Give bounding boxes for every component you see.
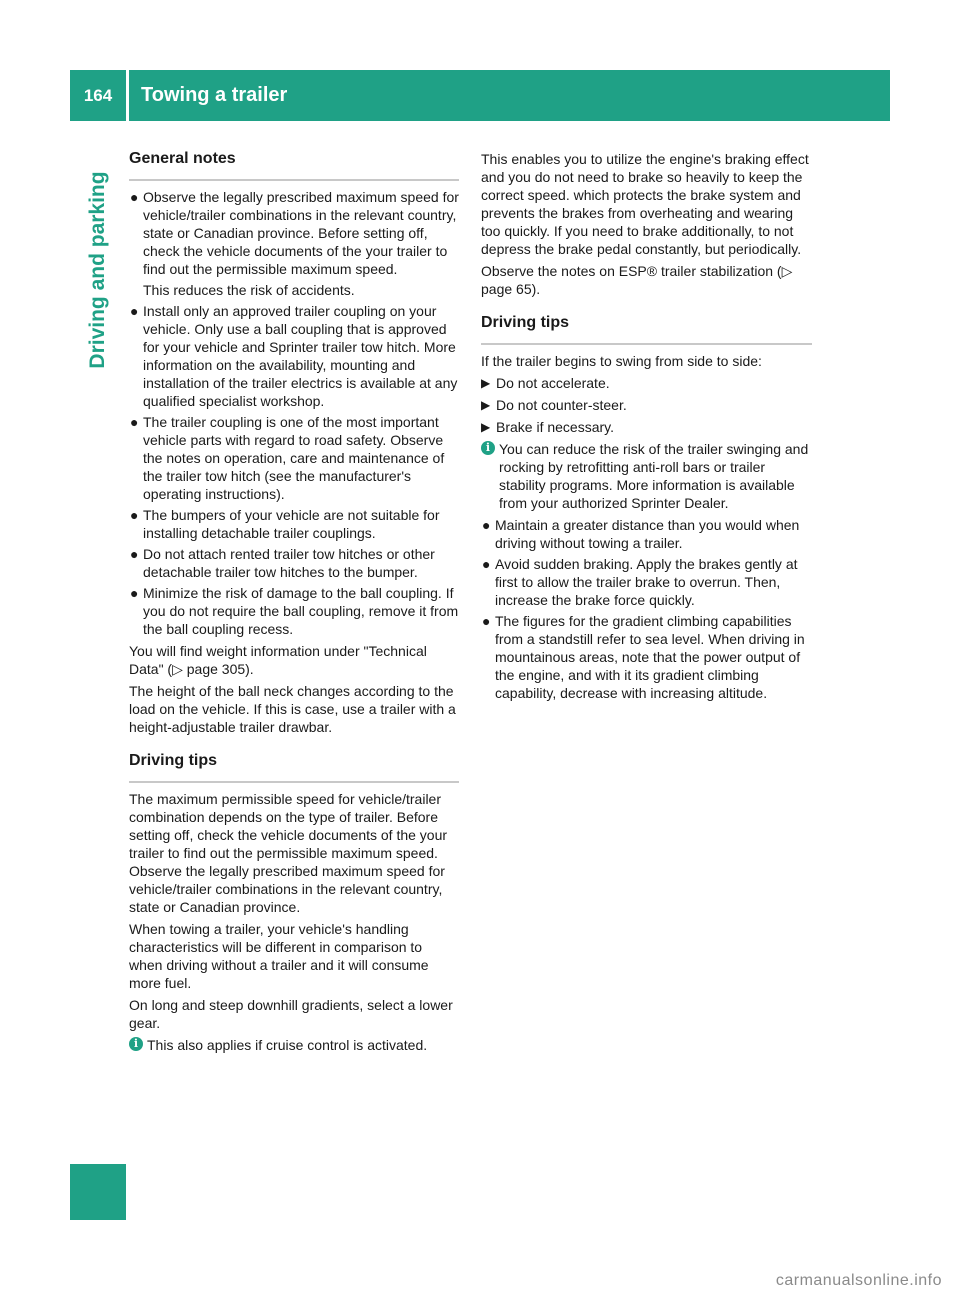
list-item-text: Install only an approved trailer coupling on your vehicle. Only use a ball coupling that is approved for your vehicle and Sprinter trailer tow hitch. More information on the availability, mounting and installation of the trailer electrics is available at any qualified specialist workshop.	[143, 303, 458, 409]
step-text: Do not accelerate.	[496, 375, 610, 391]
bullet-icon: ●	[130, 507, 139, 523]
step-arrow-icon: ▶	[481, 376, 491, 390]
ball-neck-paragraph: The height of the ball neck changes according to the load on the vehicle. If this is case, use a trailer with a height-adjustable trailer drawbar.	[129, 683, 456, 735]
list-item	[481, 555, 812, 609]
info-icon: i	[129, 1037, 143, 1051]
info-icon: i	[481, 441, 495, 455]
esp-paragraph: Observe the notes on ESP® trailer stabilization (▷ page 65).	[481, 263, 793, 297]
driving-tips-heading: Driving tips	[129, 752, 459, 783]
list-item	[129, 506, 459, 542]
list-item-text: Minimize the risk of damage to the ball coupling. If you do not require the ball coupling, remove it from the ball coupling recess.	[143, 585, 459, 637]
bullet-icon: ●	[130, 585, 139, 601]
bullet-icon: ●	[130, 303, 139, 319]
right-column	[481, 150, 812, 706]
note-text: You can reduce the risk of the trailer swinging and rocking by retrofitting anti-roll bars or trailer stability programs. More information is available from your authorized Sprinter Dealer.	[499, 441, 809, 511]
step-text: Brake if necessary.	[496, 419, 615, 435]
header-separator	[126, 70, 129, 121]
note-text: This also applies if cruise control is activated.	[147, 1037, 428, 1053]
side-tab-marker	[70, 1164, 126, 1220]
watermark: carmanualsonline.info	[775, 1272, 942, 1289]
step-item	[481, 418, 812, 436]
downhill-paragraph: On long and steep downhill gradients, select a lower gear.	[129, 997, 453, 1031]
list-item	[129, 545, 459, 581]
list-item-text: Observe the legally prescribed maximum speed for vehicle/trailer combinations in the relevant country, state or Canadian province. Before setting off, check the vehicle documents of the your trailer to find out the permissible maximum speed.	[143, 189, 459, 277]
list-item	[129, 188, 459, 299]
bullet-icon: ●	[130, 414, 139, 430]
step-item	[481, 374, 812, 392]
list-item-text: Maintain a greater distance than you would when driving without towing a trailer.	[495, 517, 800, 551]
list-item-text: Do not attach rented trailer tow hitches or other detachable trailer tow hitches to the bumper.	[143, 546, 435, 580]
bullet-icon: ●	[130, 546, 139, 562]
list-item	[129, 413, 459, 503]
max-speed-paragraph: The maximum permissible speed for vehicle/trailer combination depends on the type of trailer. Before setting off, check the vehicle documents of the your trailer to find out the permissible maximum speed. Observe the legally prescribed maximum speed for vehicle/trailer combinations in the relevant country, state or Canadian province.	[129, 791, 448, 915]
general-notes-heading: General notes	[129, 150, 459, 181]
left-column	[129, 150, 459, 1058]
step-arrow-icon: ▶	[481, 420, 491, 434]
weight-info-paragraph: You will find weight information under "Technical Data" (▷ page 305).	[129, 643, 427, 677]
list-item	[481, 612, 812, 702]
anti-roll-note	[481, 440, 812, 512]
page-number: 164	[83, 85, 113, 105]
list-item	[481, 516, 812, 552]
list-item-text: Avoid sudden braking. Apply the brakes gently at first to allow the trailer brake to overrun. Then, increase the brake force quickly.	[495, 556, 798, 608]
list-item-extra: This reduces the risk of accidents.	[143, 282, 355, 298]
step-text: Do not counter-steer.	[496, 397, 627, 413]
list-item-text: The trailer coupling is one of the most important vehicle parts with regard to road safety. Observe the notes on operation, care and maintenance of the trailer tow hitch (see the manufacturer's operating instructions).	[143, 414, 445, 502]
list-item	[129, 584, 459, 638]
bullet-icon: ●	[482, 556, 491, 572]
section-title: Towing a trailer	[141, 84, 288, 106]
list-item-text: The figures for the gradient climbing capabilities from a standstill refer to sea level. When driving in mountainous areas, note that the power output of the engine, and with it its gradient climbing capability, decrease with increasing altitude.	[495, 613, 805, 701]
bullet-icon: ●	[130, 189, 139, 205]
handling-paragraph: When towing a trailer, your vehicle's handling characteristics will be different in comparison to when driving without a trailer and it will consume more fuel.	[129, 921, 429, 991]
cruise-control-note	[129, 1036, 459, 1054]
step-arrow-icon: ▶	[481, 398, 491, 412]
bullet-icon: ●	[482, 517, 491, 533]
braking-paragraph: This enables you to utilize the engine's braking effect and you do not need to brake so heavily to keep the correct speed. which protects the brake system and prevents the brakes from overheating and wearing too quickly. If you need to brake additionally, to not depress the brake pedal constantly, but periodically.	[481, 151, 809, 257]
general-notes-list	[129, 188, 459, 638]
list-item	[129, 302, 459, 410]
driving-tips-list	[481, 516, 812, 702]
driving-tips-heading: Driving tips	[481, 314, 812, 345]
swing-intro: If the trailer begins to swing from side to side:	[481, 353, 762, 369]
side-tab-label: Driving and parking	[86, 171, 109, 369]
bullet-icon: ●	[482, 613, 491, 629]
list-item-text: The bumpers of your vehicle are not suitable for installing detachable trailer couplings.	[143, 507, 440, 541]
step-item	[481, 396, 812, 414]
